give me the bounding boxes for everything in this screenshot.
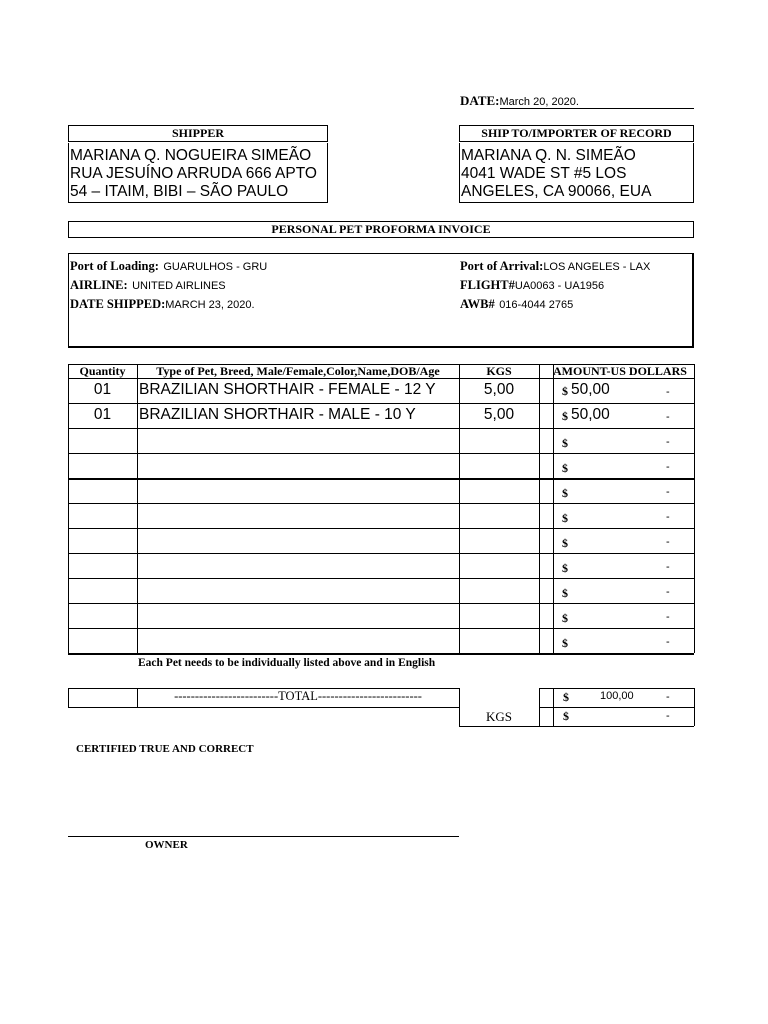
flight-label: FLIGHT# [460, 278, 515, 292]
shipping-details-box [68, 253, 694, 348]
total-dash: - [666, 691, 670, 703]
ship-to-address-box [459, 143, 694, 203]
total-amount: 100,00 [600, 690, 634, 702]
port-loading-value: GUARULHOS - GRU [163, 261, 268, 273]
row-currency: $ [562, 384, 568, 398]
ship-to-title: SHIP TO/IMPORTER OF RECORD [481, 126, 672, 140]
row-description: BRAZILIAN SHORTHAIR - FEMALE - 12 Y [139, 381, 436, 398]
owner-label: OWNER [145, 839, 188, 851]
ship-to-line-3: ANGELES, CA 90066, EUA [461, 183, 652, 200]
date-value: March 20, 2020. [499, 96, 579, 108]
awb-row [460, 295, 573, 313]
table-row [68, 553, 694, 578]
row-description: BRAZILIAN SHORTHAIR - MALE - 10 Y [139, 406, 416, 423]
table-note: Each Pet needs to be individually listed above and in English [138, 657, 436, 669]
date-shipped-row [70, 295, 255, 313]
row-dash: - [666, 411, 670, 423]
invoice-title-box [68, 221, 694, 238]
row-kgs: 5,00 [483, 406, 515, 423]
table-row [68, 528, 694, 553]
shipper-line-3: 54 – ITAIM, BIBI – SÃO PAULO [70, 183, 289, 200]
table-row [68, 503, 694, 528]
row-currency: $ [562, 409, 568, 423]
row-kgs: 5,00 [483, 381, 515, 398]
row-dash: - [666, 636, 670, 648]
shipper-title: SHIPPER [171, 126, 224, 140]
row-currency: $ [562, 486, 568, 500]
col-header-kgs: KGS [486, 364, 512, 378]
awb-value: 016-4044 2765 [499, 299, 574, 311]
airline-value: UNITED AIRLINES [132, 280, 226, 292]
date-shipped-label: DATE SHIPPED: [70, 297, 166, 311]
flight-value: UA0063 - UA1956 [514, 280, 605, 292]
row-dash: - [666, 436, 670, 448]
total-kgs-currency: $ [563, 709, 569, 723]
total-currency: $ [563, 690, 569, 704]
table-row [68, 628, 694, 653]
date-shipped-value: MARCH 23, 2020. [165, 299, 255, 311]
signature-line [68, 836, 459, 837]
row-dash: - [666, 561, 670, 573]
row-amount: 50,00 [571, 381, 610, 398]
row-dash: - [666, 461, 670, 473]
col-header-type: Type of Pet, Breed, Male/Female,Color,Name,DOB/Age [156, 364, 440, 378]
port-loading-label: Port of Loading: [70, 259, 159, 273]
col-header-amount: AMOUNT-US DOLLARS [553, 364, 687, 378]
airline-label: AIRLINE: [70, 278, 128, 292]
date-label: DATE: [460, 93, 500, 108]
table-row [68, 478, 694, 503]
certified-text: CERTIFIED TRUE AND CORRECT [76, 743, 254, 755]
items-table [68, 364, 694, 657]
port-arrival-value: LOS ANGELES - LAX [543, 261, 651, 273]
row-currency: $ [562, 611, 568, 625]
ship-to-line-2: 4041 WADE ST #5 LOS [461, 165, 627, 182]
table-row [68, 428, 694, 453]
row-dash: - [666, 511, 670, 523]
shipper-line-2: RUA JESUÍNO ARRUDA 666 APTO [70, 165, 317, 182]
table-row [68, 453, 694, 478]
port-arrival-label: Port of Arrival: [460, 259, 544, 273]
invoice-title: PERSONAL PET PROFORMA INVOICE [271, 222, 491, 236]
row-currency: $ [562, 561, 568, 575]
col-header-quantity: Quantity [79, 364, 126, 378]
row-currency: $ [562, 436, 568, 450]
total-label: -------------------------TOTAL------------------------- [174, 689, 422, 703]
total-kgs-dash: - [666, 710, 670, 722]
row-currency: $ [562, 461, 568, 475]
shipper-line-1: MARIANA Q. NOGUEIRA SIMEÃO [70, 147, 312, 164]
airline-row [70, 276, 226, 294]
row-quantity: 01 [93, 406, 112, 423]
port-arrival-row [460, 257, 650, 275]
row-dash: - [666, 611, 670, 623]
table-row [68, 603, 694, 628]
row-currency: $ [562, 536, 568, 550]
flight-row [460, 276, 604, 294]
shipper-title-box [68, 125, 328, 142]
row-dash: - [666, 386, 670, 398]
row-dash: - [666, 536, 670, 548]
ship-to-line-1: MARIANA Q. N. SIMEÃO [461, 147, 636, 164]
total-section [68, 688, 694, 726]
table-row [68, 578, 694, 603]
row-currency: $ [562, 511, 568, 525]
awb-label: AWB# [460, 297, 495, 311]
row-dash: - [666, 486, 670, 498]
row-quantity: 01 [93, 381, 112, 398]
row-dash: - [666, 586, 670, 598]
total-kgs-label: KGS [485, 709, 512, 724]
shipper-address-box [68, 143, 328, 203]
row-amount: 50,00 [571, 406, 610, 423]
row-currency: $ [562, 586, 568, 600]
port-loading-row [70, 257, 267, 275]
ship-to-title-box [459, 125, 694, 142]
row-currency: $ [562, 636, 568, 650]
